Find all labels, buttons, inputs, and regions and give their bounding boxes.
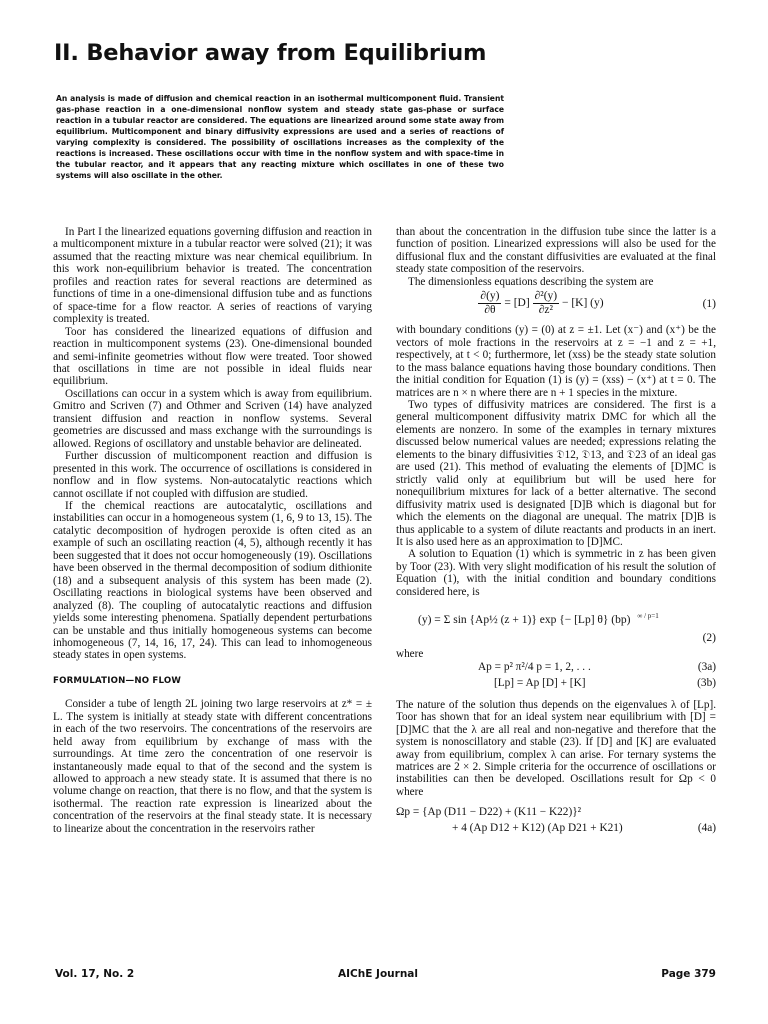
paragraph: with boundary conditions (y) = (0) at z = ±1. Let (x⁻) and (x⁺) be the vectors of mole fractions in the reservoirs at z = −1 and z = +1, respectively, at t < 0; furthermore, let (xss) be the steady state solution to the mass balance equations having those boundary conditions. Then the initial condition for Equation (1) is (y) = (xss) − (x⁺) at t = 0. The matrices are n × n where there are n + 1 species in the mixture. xyxy=(396,324,716,399)
equation-3b: [Lp] = Ap [D] + [K] (3b) xyxy=(494,676,716,689)
footer-page-number: Page 379 xyxy=(661,968,716,980)
right-column xyxy=(396,226,716,838)
equation-3a: Ap = p² π²/4 p = 1, 2, . . . (3a) xyxy=(478,660,716,673)
paragraph: The dimensionless equations describing the system are xyxy=(408,275,654,288)
abstract: An analysis is made of diffusion and chemical reaction in an isothermal multicomponent fluid. Transient gas-phase reaction in a one-dimensional nonflow system and steady state gas-phase or surface reaction in a tubular reactor are considered. The equations are linearized around some state away from equilibrium. Multicomponent and binary diffusivity expressions are used and a series of reactions of varying complexity is considered. The possibility of oscillations increases as the complexity of the reactions is increased. These oscillations occur with time in the nonflow system and with space-time in the tubular reactor, and it appears that any reacting mixture which oscillates in one of these two systems will also oscillate in the other. xyxy=(56,94,504,180)
left-column xyxy=(53,226,372,835)
paragraph: If the chemical reactions are autocatalytic, oscillations and instabilities can occur in a homogeneous system (1, 6, 9 to 13, 15). The catalytic decomposition of hydrogen peroxide is often cited as an example of such an oscillating reaction (4, 5), although recently it has been suggested that it does not occur homogeneously (19). Oscillations have been observed in the thermal decomposition of sodium dithionite (18) and a subsequent analysis of this system has been made (2). Oscillating reactions in biological systems have been observed and analyzed (8). The coupling of autocatalytic reactions and diffusion yields some interesting phenomena. Spatially dependent perturbations can be unstable and thus initially homogeneous systems can become inhomogeneous (7, 14, 16, 17, 24). This can lead to inhomogeneous steady states in open systems. xyxy=(53,499,372,662)
where-label: where xyxy=(396,648,424,661)
paragraph: In Part I the linearized equations governing diffusion and reaction in a multicomponent mixture in a tubular reactor were solved (21); it was assumed that the reacting mixture was near chemical equilibrium. In this work non-equilibrium behavior is treated. The concentration profiles and reaction rates for several reactions are determined as functions of time in a one-dimensional diffusion tube and as functions of space-time for a flow reactor. A series of reactions of varying complexity is treated. xyxy=(53,226,372,326)
equation-number: (4a) xyxy=(697,822,716,835)
paragraph: Consider a tube of length 2L joining two large reservoirs at z* = ± L. The system is initially at steady state with different concentrations in each of the two reservoirs. The concentrations of the reservoirs are held away from equilibrium by exchange of mass with the surroundings. At time zero the concentration of one reservoir is instantaneously made equal to that of the second and the system is allowed to approach a new steady state. It is assumed that there is no volume change on reaction, that there is no flow, and that the system is isothermal. The reaction rate expression is linearized about the concentration of the reservoirs at the final steady state. It is necessary to linearize about the concentration in the reservoirs rather xyxy=(53,698,372,835)
paragraph: Further discussion of multicomponent reaction and diffusion is presented in this work. The occurrence of oscillations is considered in nonflow and in flow systems. Non-autocatalytic reactions which cannot oscillate if not coupled with diffusion are studied. xyxy=(53,450,372,500)
paragraph: A solution to Equation (1) which is symmetric in z has been given by Toor (23). With very slight modification of his result the solution of Equation (1), with the initial condition and boundary conditions considered here, is xyxy=(396,548,716,598)
equation-1: $\frac{\partial(y)}{\partial\theta}$ = [D] $\frac{\text{∂²(y)}}{\text{∂z²}}$ − [K] (y) (1) xyxy=(480,290,716,317)
equation-4a-line-2: + 4 (Ap D12 + K12) (Ap D21 + K21) (4a) xyxy=(452,822,716,835)
paragraph: Two types of diffusivity matrices are considered. The first is a general multicomponent diffusivity matrix DMC for which all the elements are nonzero. In some of the examples in ternary mixtures discussed below numerical values are needed; expressions relating the elements to the binary diffusivities 𝔇12, 𝔇13, and 𝔇23 of an ideal gas are used (21). This method of evaluating the elements of [D]MC is strictly valid only at equilibrium but will be used here for nonequilibrium mixtures for lack of a better alternative. The second diffusivity matrix used is designated [D]B which is diagonal but for which the elements on the diagonal are unequal. The matrix [D]B is thus applicable to a system of dilute reactants and products in an inert. It is also used here as an approximation to [D]MC. xyxy=(396,398,716,548)
paragraph: Oscillations can occur in a system which is away from equilibrium. Gmitro and Scriven (7) and Othmer and Scriven (14) have analyzed transient diffusion and reaction in nonflow systems. Several geometries are discussed and mass exchange with the surroundings is allowed. Regions of oscillatory and unstable behavior are delineated. xyxy=(53,387,372,450)
sum-limits: ∞ / p=1 xyxy=(637,612,659,621)
equation-number: (3b) xyxy=(697,676,716,689)
article-title: II. Behavior away from Equilibrium xyxy=(54,40,487,66)
equation-number: (1) xyxy=(702,298,716,311)
paragraph: than about the concentration in the diffusion tube since the latter is a function of position. Linearized expressions will also be used for the diffusional flux and the constant diffusivities are evaluated at the final steady state composition of the reservoirs. xyxy=(396,226,716,276)
equation-number: (2) xyxy=(702,632,716,645)
footer-journal: AIChE Journal xyxy=(338,968,418,980)
equation-4a-line-1: Ωp = {Ap (D11 − D22) + (K11 − K22)}² xyxy=(396,806,582,819)
section-heading: FORMULATION—NO FLOW xyxy=(53,675,182,686)
paragraph: The nature of the solution thus depends on the eigenvalues λ of [Lp]. Toor has shown that for an ideal system near equilibrium with [D] = [D]MC that the λ are all real and non-negative and therefore that the system is nonoscillatory and stable (23). If [D] and [K] are evaluated away from equilibrium, complex λ can arise. For ternary systems the matrices are 2 × 2. Simple criteria for the occurrence of oscillations or instabilities can then be developed. Oscillations result for Ωp < 0 where xyxy=(396,698,716,798)
fraction: $\frac{\text{∂²(y)}}{\text{∂z²}}$ xyxy=(534,290,558,317)
equation-2: (y) = Σ sin {Ap½ (z + 1)} exp {− [Lp] θ} (bp) $^{\infty / p=1}$ (2) xyxy=(418,612,716,645)
footer-volume: Vol. 17, No. 2 xyxy=(55,968,135,980)
fraction: $\frac{\partial(y)}{\partial\theta}$ xyxy=(480,290,500,317)
paragraph: Toor has considered the linearized equations of diffusion and reaction in multicomponent systems (23). One-dimensional bounded and semi-infinite geometries without flow were treated. Toor showed that oscillations in time are not possible in ideal fluids near equilibrium. xyxy=(53,325,372,388)
equation-number: (3a) xyxy=(697,660,716,673)
